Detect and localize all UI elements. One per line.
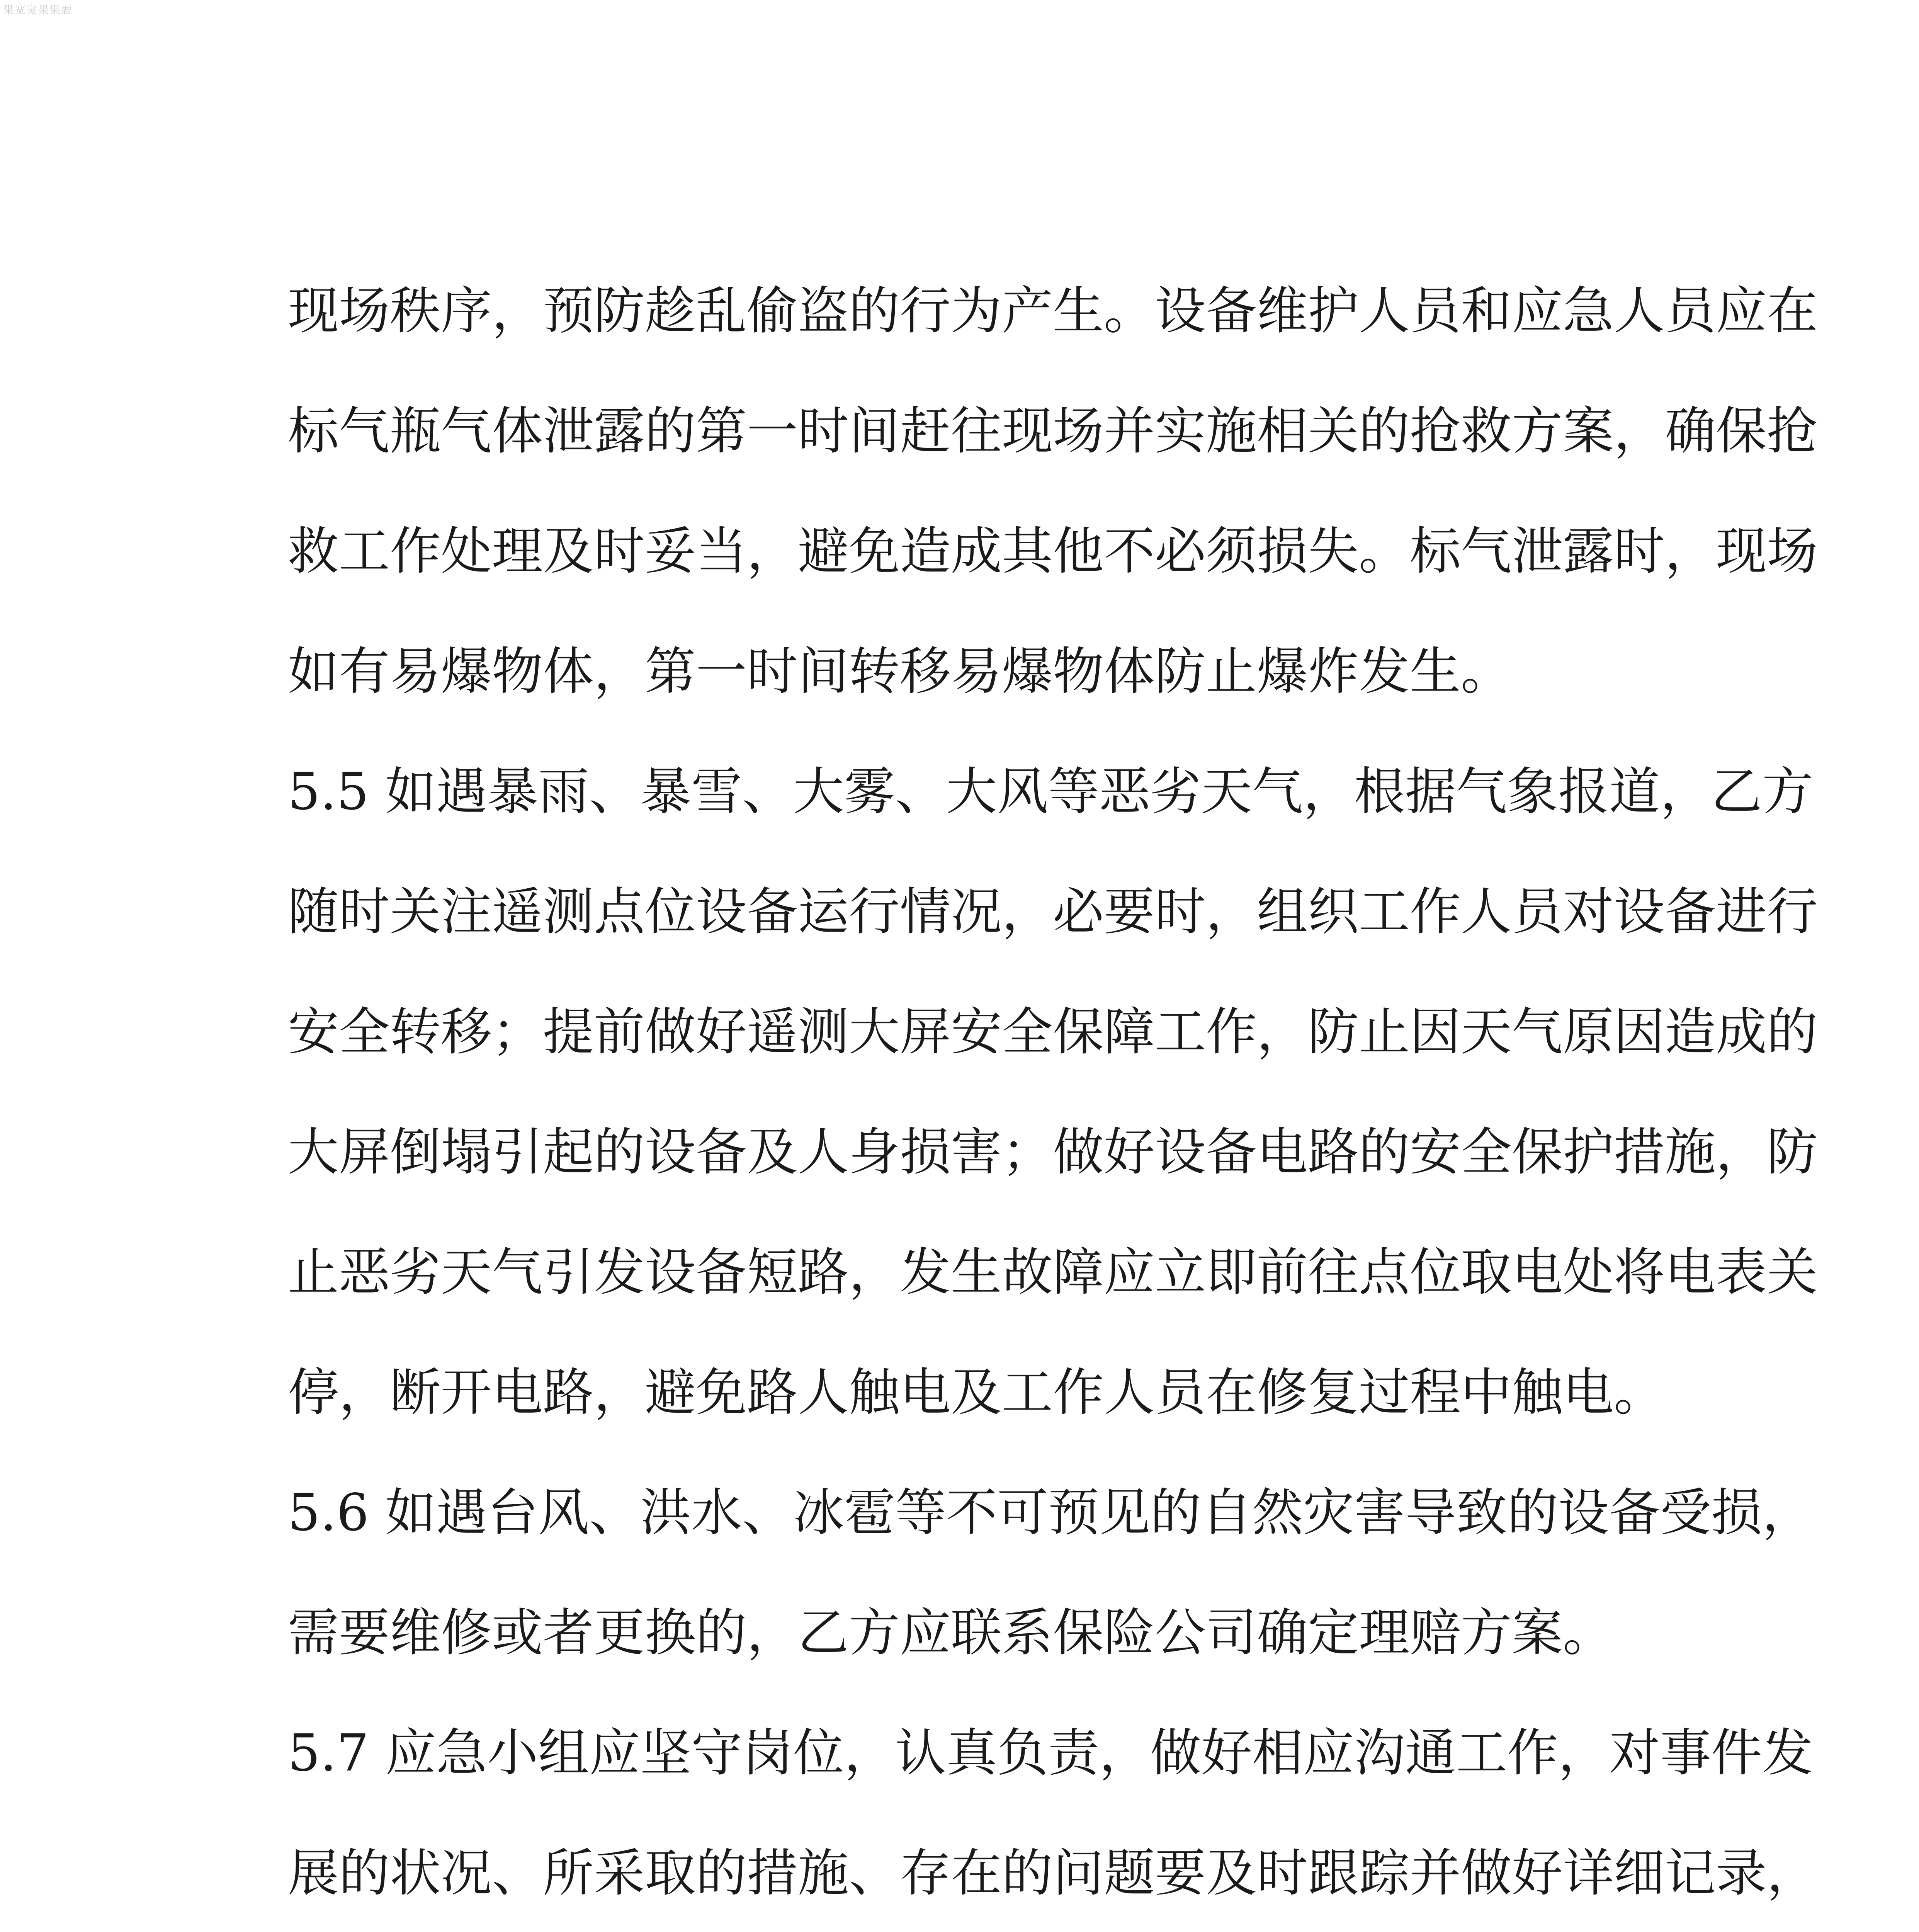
clause-5-5: 5.5 如遇暴雨、暴雪、大雾、大风等恶劣天气，根据气象报道，乙方 — [288, 762, 1813, 821]
watermark: 果宽宽果果鹿 — [3, 3, 73, 16]
body-line: 停，断开电路，避免路人触电及工作人员在修复过程中触电。 — [288, 1363, 1665, 1422]
page-body — [288, 251, 1818, 1932]
body-line: 现场秩序，预防趁乱偷盗的行为产生。设备维护人员和应急人员应在 — [288, 281, 1818, 341]
body-line: 如有易爆物体，第一时间转移易爆物体防止爆炸发生。 — [288, 642, 1512, 701]
body-line: 需要维修或者更换的，乙方应联系保险公司确定理赔方案。 — [288, 1603, 1614, 1663]
body-line: 大屏倒塌引起的设备及人身损害；做好设备电路的安全保护措施，防 — [288, 1122, 1818, 1182]
clause-5-7: 5.7 应急小组应坚守岗位，认真负责，做好相应沟通工作，对事件发 — [288, 1723, 1813, 1783]
body-line: 安全转移；提前做好遥测大屏安全保障工作，防止因天气原因造成的 — [288, 1002, 1818, 1062]
body-line: 标气瓶气体泄露的第一时间赶往现场并实施相关的抢救方案，确保抢 — [288, 401, 1818, 461]
body-line: 展的状况、所采取的措施、存在的问题要及时跟踪并做好详细记录， — [288, 1844, 1818, 1903]
body-line: 救工作处理及时妥当，避免造成其他不必须损失。标气泄露时，现场 — [288, 522, 1818, 581]
body-line: 止恶劣天气引发设备短路，发生故障应立即前往点位取电处将电表关 — [288, 1243, 1818, 1302]
body-line: 随时关注遥测点位设备运行情况，必要时，组织工作人员对设备进行 — [288, 882, 1818, 942]
clause-5-6: 5.6 如遇台风、洪水、冰雹等不可预见的自然灾害导致的设备受损， — [288, 1483, 1813, 1543]
